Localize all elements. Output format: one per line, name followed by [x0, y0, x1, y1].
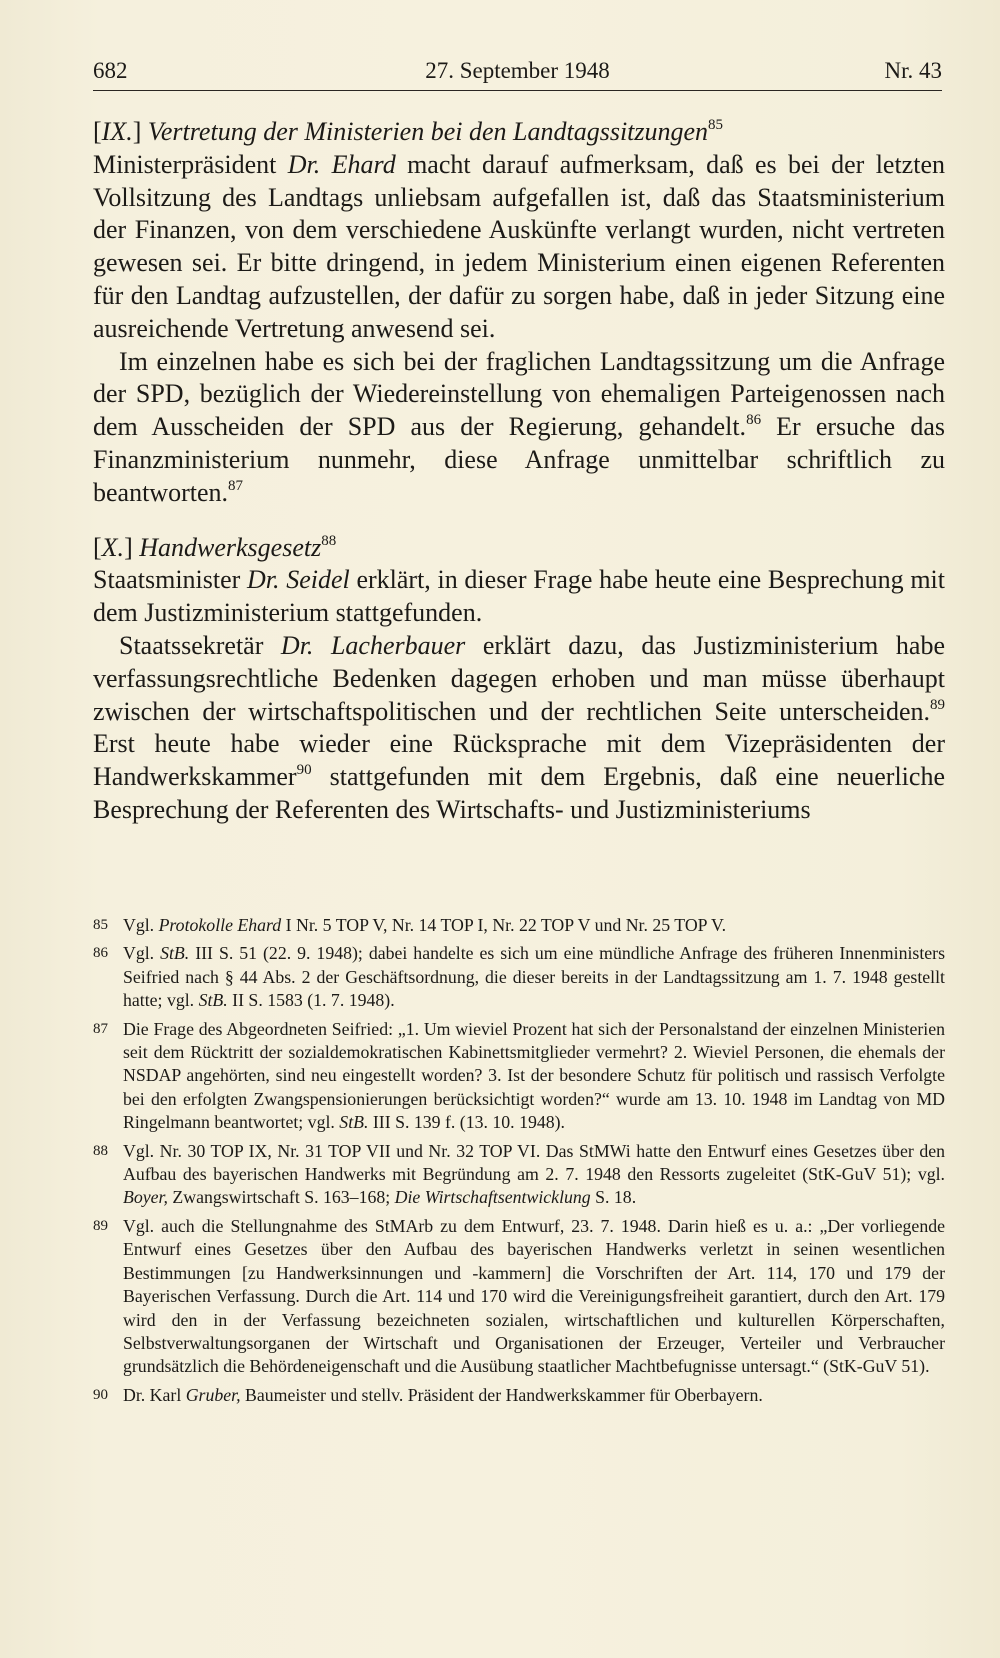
text-run: Vgl.: [123, 915, 159, 935]
text-run: macht darauf aufmerksam, daß es bei der letzten Vollsitzung des Landtags unliebsam aufgefallen ist, daß das Staatsministerium der Finanzen, von dem verschiedene Auskünfte verlangt wurden, nicht vertreten gewesen sei. Er bitte dringend, in jedem Ministerium einen eigenen Referenten für den Landtag aufzustellen, der dafür zu sorgen habe, daß in jeder Sitzung eine ausreichende Vertretung anwesend sei.: [93, 149, 945, 343]
footnote-text: [123, 914, 945, 937]
footnote-ref[interactable]: 90: [296, 762, 312, 779]
text-run: I Nr. 5 TOP V, Nr. 14 TOP I, Nr. 22 TOP V und Nr. 25 TOP V.: [281, 915, 727, 935]
header-issue-number: Nr. 43: [884, 58, 942, 83]
author-name: Boyer,: [123, 1187, 168, 1208]
text-run: Vgl.: [123, 943, 161, 964]
footnote-ref[interactable]: 85: [708, 117, 724, 133]
footnote-ref[interactable]: 89: [930, 696, 945, 713]
text-run: Dr. Karl: [123, 1384, 186, 1405]
heading-title: Vertretung der Ministerien bei den Landtagssitzungen: [147, 117, 709, 146]
heading-title: Handwerksgesetz: [139, 532, 322, 562]
footnote-text: [123, 942, 945, 1012]
footnote-ref[interactable]: 88: [321, 532, 337, 549]
paragraph: [93, 149, 945, 346]
heading-bracket-open: [: [93, 117, 102, 146]
person-name: Dr. Lacherbauer: [280, 630, 466, 660]
source-title: Die Wirtschaftsentwicklung: [394, 1187, 591, 1208]
footnote-88: [93, 1140, 945, 1210]
footnote-number: 89: [93, 1217, 108, 1234]
footnote-number: 90: [93, 1386, 108, 1403]
page-number: 682: [93, 58, 128, 83]
footnote-89: [93, 1215, 945, 1379]
footnote-text: [123, 1384, 945, 1407]
text-run: Die Frage des Abgeordneten Seifried: „1. Um wieviel Prozent hat sich der Personalstand der einzelnen Ministerien seit dem Rücktritt der sozialdemokratischen Kabinettsmitglieder vermehrt? 2. Wieviel Personen, die ehemals der NSDAP angehörten, sind neu eingestellt worden? 3. Ist der besondere Schutz für politisch und rassisch Verfolgte bei den erfolgten Zwangspensionierungen berücksichtigt worden?“ wurde am 13. 10. 1948 im Landtag von MD Ringelmann beantwortet; vgl.: [123, 1018, 945, 1133]
section-heading-x: [93, 532, 945, 565]
footnote-87: [93, 1018, 945, 1135]
person-name: Gruber,: [185, 1384, 241, 1405]
text-run: Erst heute habe wieder eine Rücksprache mit dem Vizepräsidenten der Handwerkskammer: [93, 729, 945, 792]
source-title: StB.: [339, 1112, 369, 1133]
running-header: [93, 52, 942, 91]
heading-bracket-open: [: [93, 532, 102, 562]
footnote-text: Vgl. auch die Stellungnahme des StMArb zu dem Entwurf, 23. 7. 1948. Darin hieß es u. a.: „Der vorliegende Entwurf eines Gesetzes über den Aufbau des bayerischen Handwerks verletzt in seinen wesentlichen Bestimmungen [zu Handwerksinnungen und -kammern] die Vorschriften der Art. 114, 170 und 179 der Bayerischen Verfassung. Durch die Art. 114 und 170 wird die Vereinigungsfreiheit garantiert, durch den Art. 179 wird den in der Verfassung bezeichneten sozialen, wirtschaftlichen und kulturellen Körperschaften, Selbstverwaltungsorganen der Wirtschaft und Organisationen der Erzeuger, Verteiler und Verbraucher grundsätzlich die Behördeneigenschaft und die Ausübung staatlicher Machtbefugnisse untersagt.“ (StK-GuV 51).: [123, 1215, 945, 1377]
person-name: Dr. Seidel: [247, 565, 350, 595]
footnote-85: [93, 914, 945, 937]
text-run: erklärt dazu, das Justizministerium habe verfassungsrechtliche Bedenken dagegen erhoben und man müsse überhaupt zwischen der wirtschaftspolitischen und der rechtlichen Seite unterscheiden.: [93, 630, 945, 726]
paragraph: [93, 564, 945, 630]
footnote-90: [93, 1384, 945, 1407]
person-name: Dr. Ehard: [287, 149, 396, 179]
footnote-text: [123, 1018, 945, 1135]
text-run: erklärt, in dieser Frage habe heute eine Besprechung mit dem Justizministerium stattgefunden.: [93, 565, 945, 628]
text-run: II S. 1583 (1. 7. 1948).: [227, 990, 395, 1011]
paragraph: [93, 346, 945, 510]
source-title: StB.: [160, 943, 190, 964]
footnote-86: [93, 942, 945, 1012]
text-run: III S. 139 f. (13. 10. 1948).: [368, 1112, 565, 1133]
text-run: Im einzelnen habe es sich bei der fraglichen Landtagssitzung um die Anfrage der SPD, bezüglich der Wiedereinstellung von ehemaligen Parteigenossen nach dem Ausscheiden der SPD aus der Regierung, gehandelt.: [93, 346, 945, 442]
source-title: StB.: [198, 990, 228, 1011]
text-run: Staatsminister: [93, 565, 248, 595]
text-run: stattgefunden mit dem Ergebnis, daß eine neuerliche Besprechung der Referenten des Wirtschafts- und Justizministeriums: [93, 762, 945, 824]
footnotes: [93, 914, 945, 1412]
footnote-number: 85: [93, 917, 108, 933]
footnote-ref[interactable]: 87: [228, 477, 244, 494]
section-spacer: [93, 510, 945, 532]
text-run: S. 18.: [590, 1187, 637, 1208]
section-heading-ix: [93, 116, 945, 149]
footnote-ref[interactable]: 86: [746, 412, 762, 429]
text-run: Vgl. Nr. 30 TOP IX, Nr. 31 TOP VII und Nr. 32 TOP VI. Das StMWi hatte den Entwurf eines Gesetzes über den Aufbau des bayerischen Handwerks mit Begründung am 2. 7. 1948 den Ressorts zugeleitet (StK-GuV 51); vgl.: [123, 1140, 945, 1185]
paragraph: [93, 630, 945, 827]
text-run: Baumeister und stellv. Präsident der Handwerkskammer für Oberbayern.: [240, 1384, 763, 1405]
heading-number: IX.: [101, 117, 133, 146]
footnote-number: 86: [93, 945, 108, 962]
text-run: Ministerpräsident: [93, 149, 288, 179]
main-text: [93, 116, 945, 827]
text-run: Staatssekretär: [119, 630, 281, 660]
source-title: Protokolle Ehard: [158, 915, 282, 935]
heading-bracket-close: ]: [124, 532, 140, 562]
footnote-text: [123, 1140, 945, 1210]
heading-number: X.: [101, 532, 125, 562]
heading-bracket-close: ]: [132, 117, 148, 146]
text-run: III S. 51 (22. 9. 1948); dabei handelte es sich um eine mündliche Anfrage des früheren Innenministers Seifried nach § 44 Abs. 2 der Geschäftsordnung, die dieser bereits in der Landtagssitzung am 1. 7. 1948 gestellt hatte; vgl.: [123, 943, 946, 1011]
text-run: Er ersuche das Finanzministerium nunmehr, diese Anfrage unmittelbar schriftlich zu beantworten.: [93, 412, 945, 507]
footnote-number: 87: [93, 1020, 108, 1037]
text-run: Zwangswirtschaft S. 163–168;: [167, 1187, 395, 1208]
footnote-number: 88: [93, 1142, 108, 1159]
header-date: 27. September 1948: [425, 58, 610, 83]
